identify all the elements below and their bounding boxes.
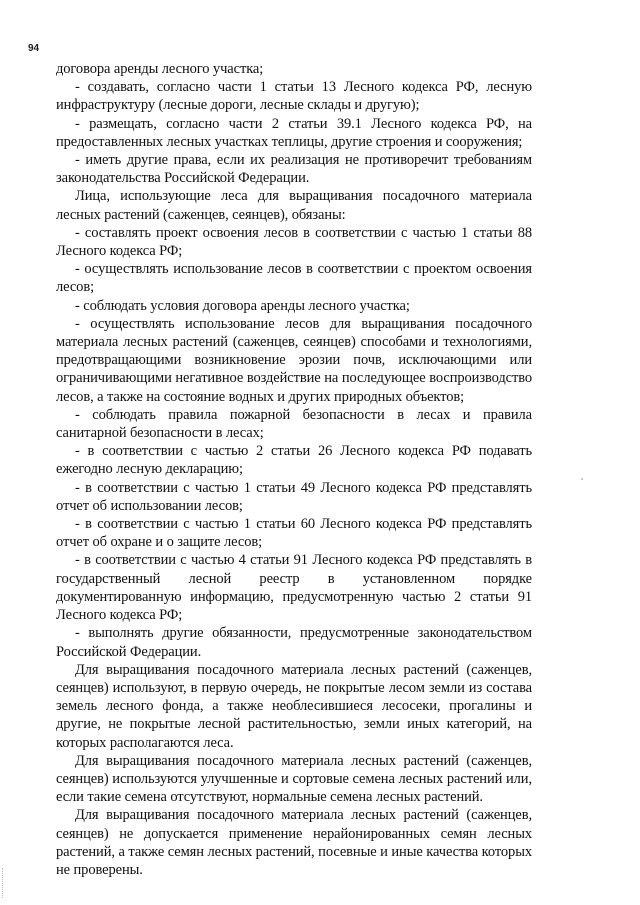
paragraph: Для выращивания посадочного материала лесных растений (саженцев, сеянцев) используются улучшенные и сортовые семена лесных растений или, если такие семена отсутствуют, нормальные семена лесных растений. [56, 752, 532, 806]
list-item: - в соответствии с частью 4 статьи 91 Лесного кодекса РФ представлять в государственный лесной реестр в установленном порядке документированную информацию, предусмотренную частью 2 статьи 91 Лесного кодекса РФ; [56, 552, 532, 624]
list-item: - осуществлять использование лесов для выращивания посадочного материала лесных растений (саженцев, сеянцев) способами и технологиями, предотвращающими возникновение эрозии почв, исключающими или ограничивающими негативное воздействие на последующее воспроизводство лесов, а также на состояние водных и других природных объектов; [56, 315, 532, 405]
list-item: - иметь другие права, если их реализация не противоречит требованиям законодательства Российской Федерации. [56, 152, 532, 187]
paragraph: Лица, использующие леса для выращивания посадочного материала лесных растений (саженцев, сеянцев), обязаны: [56, 188, 532, 223]
list-item: - соблюдать условия договора аренды лесного участка; [75, 297, 410, 314]
scan-speck [581, 478, 583, 480]
list-item: - создавать, согласно части 1 статьи 13 Лесного кодекса РФ, лесную инфраструктуру (лесные дороги, лесные склады и другую); [56, 79, 532, 114]
paragraph: Для выращивания посадочного материала лесных растений (саженцев, сеянцев) используют, в первую очередь, не покрытые лесом земли из состава земель лесного фонда, а также необлесившиеся лесосеки, прогалины и другие, не покрытые лесной растительностью, земли иных категорий, на которых располагаются леса. [56, 661, 532, 751]
paragraph: договора аренды лесного участка; [56, 61, 264, 77]
body-text [56, 60, 532, 879]
page-number: 94 [28, 43, 40, 54]
paragraph: Для выращивания посадочного материала лесных растений (саженцев, сеянцев) не допускается применение нерайонированных семян лесных растений, а также семян лесных растений, посевные и иные качества которых не проверены. [56, 807, 532, 878]
scan-margin-mark [2, 868, 4, 898]
list-item: - выполнять другие обязанности, предусмотренные законодательством Российской Федерации. [56, 625, 532, 660]
list-item: - в соответствии с частью 1 статьи 60 Лесного кодекса РФ представлять отчет об охране и о защите лесов; [56, 516, 532, 551]
list-item: - соблюдать правила пожарной безопасности в лесах и правила санитарной безопасности в лесах; [56, 406, 532, 442]
list-item: - в соответствии с частью 2 статьи 26 Лесного кодекса РФ подавать ежегодно лесную декларацию; [56, 443, 532, 478]
list-item: - составлять проект освоения лесов в соответствии с частью 1 статьи 88 Лесного кодекса РФ; [56, 224, 532, 260]
list-item: - осуществлять использование лесов в соответствии с проектом освоения лесов; [56, 261, 532, 296]
list-item: - в соответствии с частью 1 статьи 49 Лесного кодекса РФ представлять отчет об использовании лесов; [56, 479, 532, 514]
list-item: - размещать, согласно части 2 статьи 39.1 Лесного кодекса РФ, на предоставленных лесных участках теплицы, другие строения и сооружения; [56, 115, 532, 150]
